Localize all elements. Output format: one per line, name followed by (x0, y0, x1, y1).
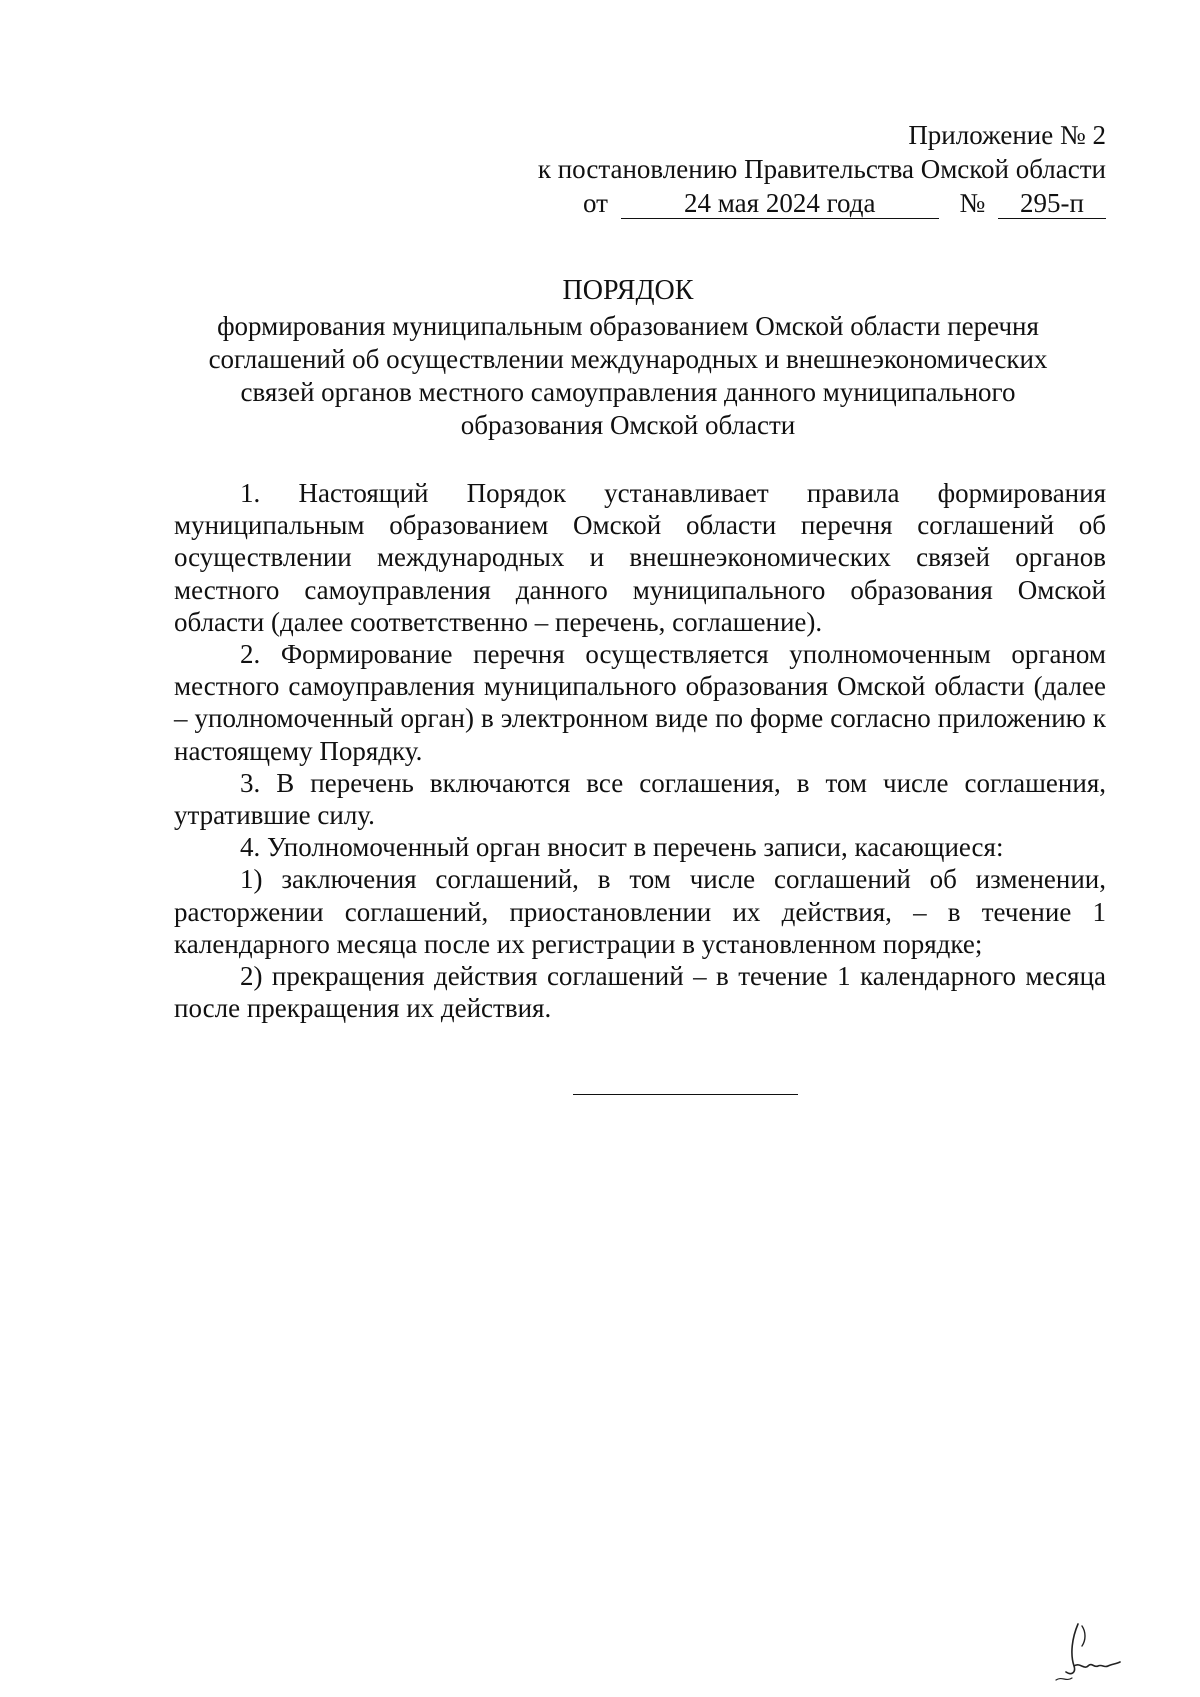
document-title-block (150, 274, 1106, 442)
resolution-date: 24 мая 2024 года (621, 188, 939, 219)
resolution-number: 295-п (998, 188, 1106, 219)
paragraph-4-item-1: 1) заключения соглашений, в том числе соглашений об изменении, расторжении соглашений, приостановлении их действия, – в течение 1 календарного месяца после их регистрации в установленном порядке; (174, 864, 1106, 959)
document-subtitle: формирования муниципальным образованием Омской области перечня соглашений об осуществлении международных и внешнеэкономических связей органов местного самоуправления данного муниципального образования Омской области (208, 311, 1048, 440)
document-body (174, 477, 1106, 1024)
paragraph-3: 3. В перечень включаются все соглашения, в том числе соглашения, утратившие силу. (174, 767, 1106, 831)
paragraph-4-item-2: 2) прекращения действия соглашений – в течение 1 календарного месяца после прекращения их действия. (174, 961, 1106, 1024)
end-divider (573, 1094, 798, 1095)
annex-resolution-ref: к постановлению Правительства Омской области (537, 154, 1106, 184)
paragraph-4: 4. Уполномоченный орган вносит в перечень записи, касающиеся: (240, 832, 1004, 863)
annex-title: Приложение № 2 (908, 120, 1106, 150)
annex-header (538, 118, 1106, 220)
paragraph-2: 2. Формирование перечня осуществляется уполномоченным органом местного самоуправления муниципального образования Омской области (далее – уполномоченный орган) в электронном виде по форме согласно приложению к настоящему Порядку. (174, 639, 1106, 766)
number-sign: № (959, 188, 986, 218)
document-title: ПОРЯДОК (562, 275, 694, 306)
handwritten-signature (1042, 1618, 1122, 1688)
paragraph-1: 1. Настоящий Порядок устанавливает правила формирования муниципальным образованием Омской области перечня соглашений об осуществлении международных и внешнеэкономических связей органов местного самоуправления данного муниципального образования Омской области (далее соответственно – перечень, соглашение). (174, 478, 1106, 637)
annex-date-line (538, 186, 1106, 220)
from-label: от (583, 188, 608, 218)
